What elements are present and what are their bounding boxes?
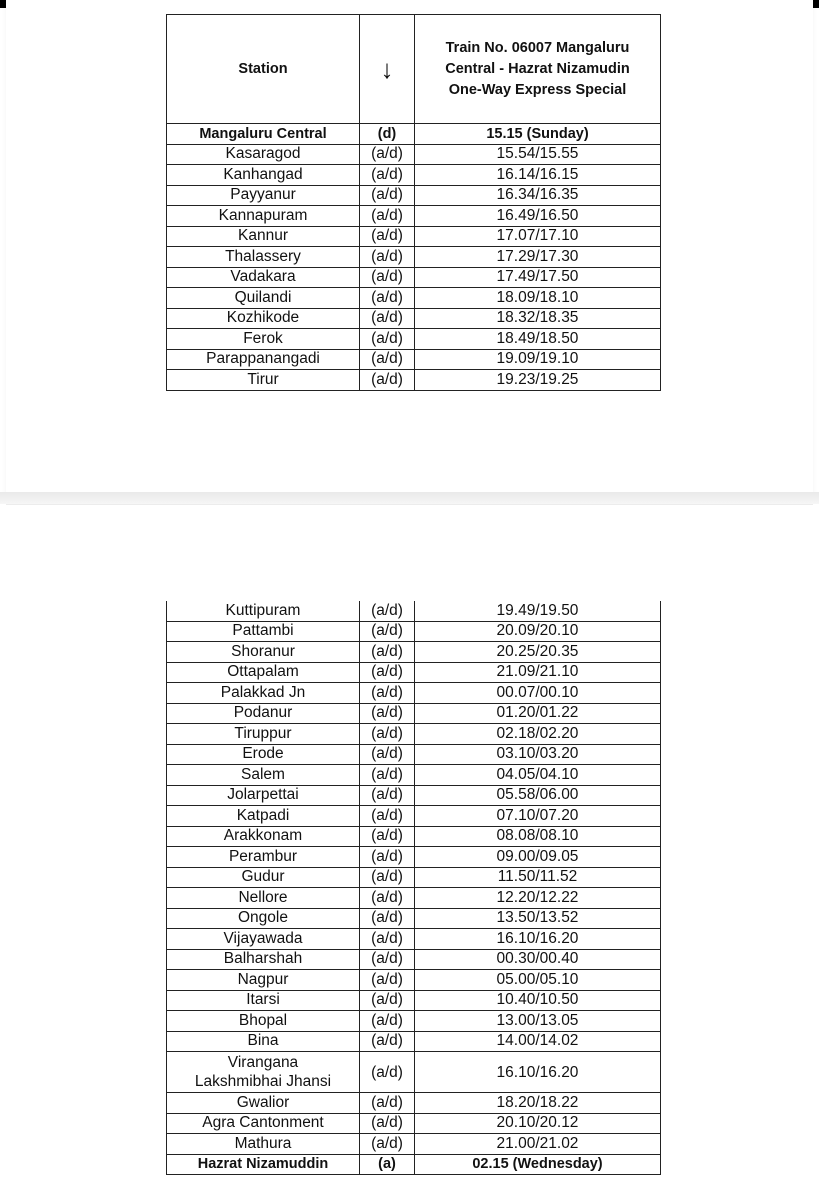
table-row	[167, 288, 661, 309]
table-row	[167, 185, 661, 206]
time-cell: 05.58/06.00	[415, 785, 661, 806]
table-row	[167, 1031, 661, 1052]
station-cell: Kannapuram	[167, 206, 360, 227]
time-cell: 21.09/21.10	[415, 662, 661, 683]
table-row	[167, 144, 661, 165]
arr-dep-cell: (a/d)	[360, 785, 415, 806]
time-cell: 21.00/21.02	[415, 1134, 661, 1155]
table-row	[167, 662, 661, 683]
station-cell: Nellore	[167, 888, 360, 909]
station-cell: Tiruppur	[167, 724, 360, 745]
station-cell: Hazrat Nizamuddin	[167, 1154, 360, 1175]
table-row	[167, 785, 661, 806]
table-row	[167, 642, 661, 663]
document-page-1	[6, 0, 813, 493]
train-title-line-2: Central - Hazrat Nizamudin	[445, 60, 630, 77]
station-cell: Kozhikode	[167, 308, 360, 329]
station-cell: Mathura	[167, 1134, 360, 1155]
station-cell: Bhopal	[167, 1011, 360, 1032]
time-cell: 10.40/10.50	[415, 990, 661, 1011]
arr-dep-cell: (a/d)	[360, 1052, 415, 1093]
arr-dep-cell: (a/d)	[360, 185, 415, 206]
arr-dep-cell: (a/d)	[360, 349, 415, 370]
station-cell: Pattambi	[167, 621, 360, 642]
time-cell: 18.09/18.10	[415, 288, 661, 309]
station-cell: Quilandi	[167, 288, 360, 309]
table-row	[167, 867, 661, 888]
station-cell: Perambur	[167, 847, 360, 868]
time-cell: 16.14/16.15	[415, 165, 661, 186]
time-cell: 09.00/09.05	[415, 847, 661, 868]
station-cell: Mangaluru Central	[167, 124, 360, 145]
station-cell: Arakkonam	[167, 826, 360, 847]
time-cell: 20.10/20.12	[415, 1113, 661, 1134]
station-cell: Podanur	[167, 703, 360, 724]
station-cell: Balharshah	[167, 949, 360, 970]
time-cell: 04.05/04.10	[415, 765, 661, 786]
time-cell: 13.00/13.05	[415, 1011, 661, 1032]
station-name-line: Lakshmibhai Jhansi	[194, 1073, 332, 1090]
arr-dep-cell: (a/d)	[360, 990, 415, 1011]
table-row	[167, 806, 661, 827]
train-title-line-3: One-Way Express Special	[448, 81, 627, 98]
time-cell: 17.49/17.50	[415, 267, 661, 288]
station-cell: Thalassery	[167, 247, 360, 268]
arr-dep-cell: (a/d)	[360, 247, 415, 268]
corner-right	[813, 0, 819, 8]
station-cell	[167, 1052, 360, 1093]
table-row	[167, 267, 661, 288]
time-cell: 15.15 (Sunday)	[415, 124, 661, 145]
station-cell: Salem	[167, 765, 360, 786]
table-row	[167, 1154, 661, 1175]
station-cell: Tirur	[167, 370, 360, 391]
time-cell: 00.07/00.10	[415, 683, 661, 704]
table-row	[167, 165, 661, 186]
station-cell: Bina	[167, 1031, 360, 1052]
table-row	[167, 683, 661, 704]
arr-dep-cell: (a/d)	[360, 642, 415, 663]
time-cell: 02.18/02.20	[415, 724, 661, 745]
station-cell: Kanhangad	[167, 165, 360, 186]
arr-dep-cell: (a/d)	[360, 206, 415, 227]
station-cell: Gwalior	[167, 1093, 360, 1114]
station-cell: Ongole	[167, 908, 360, 929]
time-cell: 13.50/13.52	[415, 908, 661, 929]
station-cell: Erode	[167, 744, 360, 765]
table-row	[167, 929, 661, 950]
time-cell: 18.49/18.50	[415, 329, 661, 350]
table-row	[167, 703, 661, 724]
arr-dep-cell: (a/d)	[360, 1134, 415, 1155]
arr-dep-cell: (a/d)	[360, 601, 415, 621]
arr-dep-cell: (a)	[360, 1154, 415, 1175]
arr-dep-cell: (d)	[360, 124, 415, 145]
arr-dep-cell: (a/d)	[360, 1093, 415, 1114]
table-row	[167, 990, 661, 1011]
time-cell: 16.10/16.20	[415, 1052, 661, 1093]
arr-dep-cell: (a/d)	[360, 970, 415, 991]
table-row	[167, 226, 661, 247]
time-cell: 00.30/00.40	[415, 949, 661, 970]
time-cell: 03.10/03.20	[415, 744, 661, 765]
arr-dep-cell: (a/d)	[360, 724, 415, 745]
arr-dep-cell: (a/d)	[360, 621, 415, 642]
station-cell: Kasaragod	[167, 144, 360, 165]
table-row	[167, 601, 661, 621]
time-cell: 17.07/17.10	[415, 226, 661, 247]
time-cell: 20.09/20.10	[415, 621, 661, 642]
time-cell: 02.15 (Wednesday)	[415, 1154, 661, 1175]
timetable-part-1	[166, 14, 661, 391]
document-page-2	[6, 504, 813, 1201]
arr-dep-cell: (a/d)	[360, 308, 415, 329]
station-cell: Itarsi	[167, 990, 360, 1011]
table-row	[167, 1113, 661, 1134]
arr-dep-cell: (a/d)	[360, 744, 415, 765]
table-row	[167, 765, 661, 786]
header-row	[167, 15, 661, 124]
arr-dep-cell: (a/d)	[360, 370, 415, 391]
station-cell: Jolarpettai	[167, 785, 360, 806]
time-cell: 14.00/14.02	[415, 1031, 661, 1052]
train-title	[415, 15, 661, 124]
table-row	[167, 744, 661, 765]
table-row	[167, 124, 661, 145]
arr-dep-cell: (a/d)	[360, 683, 415, 704]
table-row	[167, 349, 661, 370]
table-row	[167, 724, 661, 745]
time-cell: 20.25/20.35	[415, 642, 661, 663]
time-cell: 16.10/16.20	[415, 929, 661, 950]
table-row	[167, 970, 661, 991]
table-row	[167, 247, 661, 268]
timetable-part-2	[166, 601, 661, 1175]
arr-dep-cell: (a/d)	[360, 908, 415, 929]
time-cell: 08.08/08.10	[415, 826, 661, 847]
station-header: Station	[167, 15, 360, 124]
arr-dep-cell: (a/d)	[360, 288, 415, 309]
train-title-line-1: Train No. 06007 Mangaluru	[445, 39, 630, 56]
station-cell: Payyanur	[167, 185, 360, 206]
time-cell: 11.50/11.52	[415, 867, 661, 888]
station-cell: Ferok	[167, 329, 360, 350]
arr-dep-cell: (a/d)	[360, 1113, 415, 1134]
time-cell: 19.49/19.50	[415, 601, 661, 621]
arr-dep-cell: (a/d)	[360, 806, 415, 827]
table-row	[167, 847, 661, 868]
station-cell: Ottapalam	[167, 662, 360, 683]
station-cell: Parappanangadi	[167, 349, 360, 370]
arr-dep-cell: (a/d)	[360, 226, 415, 247]
arr-dep-cell: (a/d)	[360, 329, 415, 350]
time-cell: 12.20/12.22	[415, 888, 661, 909]
table-row	[167, 206, 661, 227]
station-cell: Gudur	[167, 867, 360, 888]
station-name-line: Virangana	[227, 1054, 299, 1071]
table-row	[167, 908, 661, 929]
table-row	[167, 329, 661, 350]
time-cell: 18.20/18.22	[415, 1093, 661, 1114]
table-row	[167, 621, 661, 642]
arr-dep-cell: (a/d)	[360, 144, 415, 165]
arr-dep-cell: (a/d)	[360, 662, 415, 683]
page-gap	[0, 492, 819, 504]
arr-dep-cell: (a/d)	[360, 888, 415, 909]
time-cell: 19.23/19.25	[415, 370, 661, 391]
arr-dep-cell: (a/d)	[360, 267, 415, 288]
time-cell: 18.32/18.35	[415, 308, 661, 329]
arr-dep-cell: (a/d)	[360, 949, 415, 970]
time-cell: 16.49/16.50	[415, 206, 661, 227]
station-cell: Palakkad Jn	[167, 683, 360, 704]
table-row	[167, 370, 661, 391]
table-row	[167, 1011, 661, 1032]
time-cell: 16.34/16.35	[415, 185, 661, 206]
time-cell: 17.29/17.30	[415, 247, 661, 268]
table-row	[167, 308, 661, 329]
table-row	[167, 1093, 661, 1114]
time-cell: 05.00/05.10	[415, 970, 661, 991]
time-cell: 01.20/01.22	[415, 703, 661, 724]
time-cell: 07.10/07.20	[415, 806, 661, 827]
station-cell: Vadakara	[167, 267, 360, 288]
time-cell: 19.09/19.10	[415, 349, 661, 370]
arr-dep-cell: (a/d)	[360, 847, 415, 868]
table-row	[167, 888, 661, 909]
arr-dep-cell: (a/d)	[360, 867, 415, 888]
table-row	[167, 949, 661, 970]
table-row	[167, 1052, 661, 1093]
station-cell: Shoranur	[167, 642, 360, 663]
arr-dep-cell: (a/d)	[360, 826, 415, 847]
down-arrow-icon: ↓	[360, 15, 415, 124]
time-cell: 15.54/15.55	[415, 144, 661, 165]
arr-dep-cell: (a/d)	[360, 929, 415, 950]
station-cell: Kuttipuram	[167, 601, 360, 621]
station-cell: Kannur	[167, 226, 360, 247]
arr-dep-cell: (a/d)	[360, 1031, 415, 1052]
arr-dep-cell: (a/d)	[360, 1011, 415, 1032]
station-cell: Vijayawada	[167, 929, 360, 950]
table-row	[167, 826, 661, 847]
arr-dep-cell: (a/d)	[360, 703, 415, 724]
station-cell: Katpadi	[167, 806, 360, 827]
station-cell: Agra Cantonment	[167, 1113, 360, 1134]
arr-dep-cell: (a/d)	[360, 165, 415, 186]
table-row	[167, 1134, 661, 1155]
station-cell: Nagpur	[167, 970, 360, 991]
arr-dep-cell: (a/d)	[360, 765, 415, 786]
